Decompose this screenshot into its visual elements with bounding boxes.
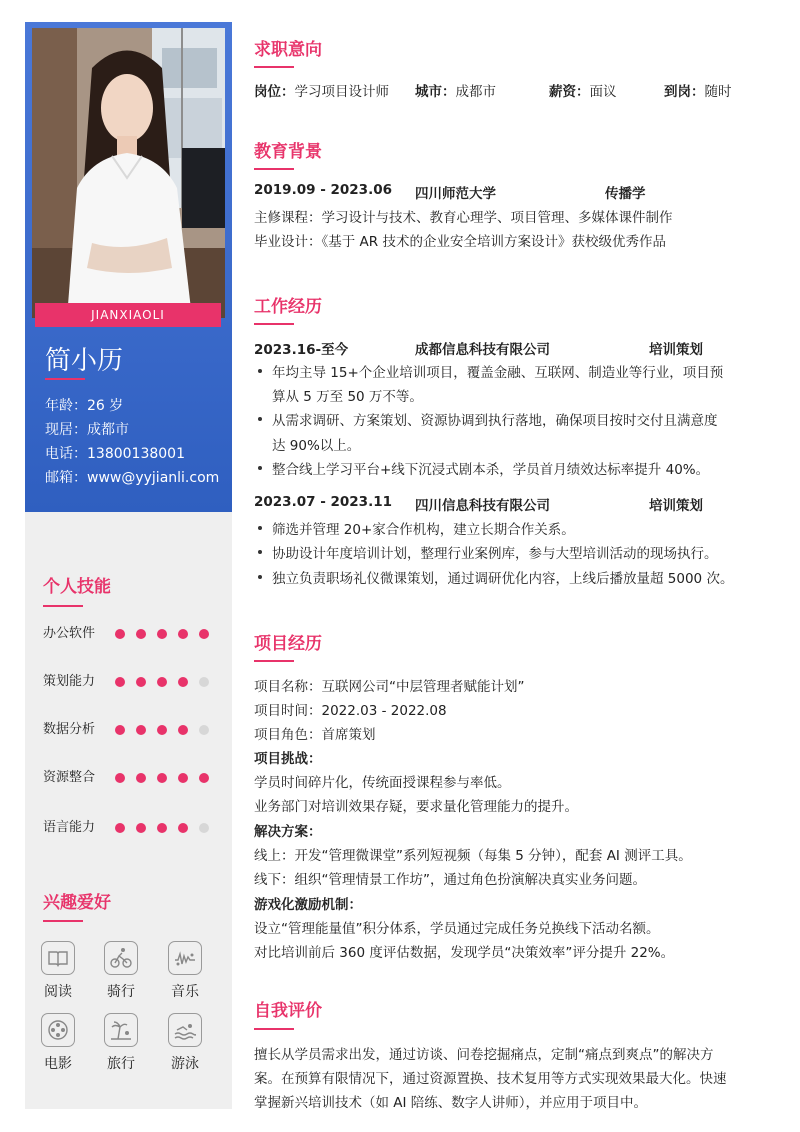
project-challenge-title: 项目挑战： [254,751,322,767]
bullet-dot [258,575,262,579]
rating-dot-empty [199,823,209,833]
hobbies-title: 兴趣爱好 [43,893,111,913]
phone-text: 电话：13800138001 [45,446,185,462]
intent-arrival [664,80,732,100]
skill-name: 语言能力 [43,820,96,835]
rating-dot-filled [115,677,125,687]
skill-name: 数据分析 [43,722,96,737]
rating-dot-filled [115,823,125,833]
hobby-label: 阅读 [44,984,72,1000]
self-text: 擅长从学员需求出发，通过访谈、问卷挖掘痛点，定制“痛点到爽点”的解决方 [254,1047,714,1063]
hobby-music [160,941,210,1001]
rating-dot-filled [178,677,188,687]
arrival-value: 随时 [704,84,732,100]
project-challenge: 学员时间碎片化，传统面授课程参与率低。 [254,775,511,791]
intent-title: 求职意向 [254,40,322,60]
bullet-dot [258,526,262,530]
education-school: 四川师范大学 [415,186,496,202]
position-label: 岗位： [254,84,295,100]
email-text: 邮箱：www@yyjianli.com [45,470,220,486]
rating-dot-filled [178,725,188,735]
film-reel-icon [41,1013,75,1047]
skill-name: 办公软件 [43,626,96,641]
name-divider [45,378,85,380]
skill-row [43,818,223,838]
project-solution-title: 解决方案： [254,824,322,840]
project-gamify: 设立“管理能量值”积分体系，学员通过完成任务兑换线下活动名额。 [254,921,660,937]
hobby-label: 音乐 [171,984,199,1000]
bullet-dot [258,369,262,373]
self-text: 掌握新兴培训技术（如 AI 陪练、数字人讲师），并应用于项目中。 [254,1095,648,1111]
skill-row [43,624,223,644]
education-courses: 主修课程：学习设计与技术、教育心理学、项目管理、多媒体课件制作 [254,210,673,226]
name-tag: JIANXIAOLI [35,303,221,327]
intent-row [254,80,389,100]
bullet-dot [258,417,262,421]
skill-name: 资源整合 [43,770,96,785]
hobby-reading [33,941,83,1001]
project-role: 项目角色：首席策划 [254,727,376,743]
rating-dot-empty [199,725,209,735]
skill-row [43,720,223,740]
hobby-label: 旅行 [107,1056,135,1072]
city-label: 城市： [415,84,456,100]
hobby-travel [96,1013,146,1073]
work-divider [254,323,294,325]
portrait-image [32,28,225,318]
project-title: 项目经历 [254,634,322,654]
rating-dot-filled [178,629,188,639]
rating-dot-filled [199,629,209,639]
hobby-label: 骑行 [107,984,135,1000]
rating-dot-filled [157,823,167,833]
education-title: 教育背景 [254,142,322,162]
hobby-cycling [96,941,146,1001]
profile-photo [32,28,225,318]
rating-dot-filled [136,823,146,833]
bullet-dot [258,466,262,470]
job-duty: 年均主导 15+个企业培训项目，覆盖金融、互联网、制造业等行业，项目预 [272,365,724,381]
rating-dot-empty [199,677,209,687]
self-title: 自我评价 [254,1001,322,1021]
job-duty-cont: 算从 5 万至 50 万不等。 [272,389,423,405]
cycling-icon [104,941,138,975]
skill-row [43,672,223,692]
education-period: 2019.09 - 2023.06 [254,182,392,198]
skill-name: 策划能力 [43,674,96,689]
rating-dot-filled [157,677,167,687]
rating-dot-filled [178,823,188,833]
project-challenge: 业务部门对培训效果存疑，要求量化管理能力的提升。 [254,799,578,815]
profile-panel [25,22,232,512]
job-duty: 独立负责职场礼仪微课策划，通过调研优化内容，上线后播放量超 5000 次。 [272,571,734,587]
music-icon [168,941,202,975]
rating-dot-filled [157,725,167,735]
rating-dot-filled [178,773,188,783]
job-period: 2023.07 - 2023.11 [254,494,392,510]
rating-dot-filled [115,773,125,783]
swimming-icon [168,1013,202,1047]
project-time: 项目时间：2022.03 - 2022.08 [254,703,447,719]
contact-info [45,394,219,490]
education-major: 传播学 [605,186,646,202]
salary-label: 薪资： [549,84,590,100]
rating-dot-filled [115,629,125,639]
job-duty: 协助设计年度培训计划，整理行业案例库，参与大型培训活动的现场执行。 [272,546,718,562]
rating-dot-filled [115,725,125,735]
project-gamify: 对比培训前后 360 度评估数据，发现学员“决策效率”评分提升 22%。 [254,945,675,961]
hobbies-divider [43,920,83,922]
salary-value: 面议 [589,84,617,100]
job-duty: 从需求调研、方案策划、资源协调到执行落地，确保项目按时交付且满意度 [272,413,718,429]
self-divider [254,1028,294,1030]
intent-city [415,80,496,100]
project-gamify-title: 游戏化激励机制： [254,897,362,913]
city-value: 成都市 [455,84,496,100]
book-icon [41,941,75,975]
travel-icon [104,1013,138,1047]
rating-dot-filled [136,773,146,783]
project-name: 项目名称：互联网公司“中层管理者赋能计划” [254,679,525,695]
rating-dot-filled [136,677,146,687]
rating-dot-filled [157,629,167,639]
rating-dot-filled [136,629,146,639]
job-duty-cont: 达 90%以上。 [272,438,361,454]
residence-text: 现居：成都市 [45,422,129,438]
age-text: 年龄：26 岁 [45,398,124,414]
job-period: 2023.16-至今 [254,342,349,358]
hobby-movies [33,1013,83,1073]
project-divider [254,660,294,662]
education-thesis: 毕业设计：《基于 AR 技术的企业安全培训方案设计》获校级优秀作品 [254,234,666,250]
intent-salary [549,80,617,100]
skill-row [43,768,223,788]
project-solution: 线上：开发“管理微课堂”系列短视频（每集 5 分钟），配套 AI 测评工具。 [254,848,692,864]
sidebar [25,22,232,1109]
skills-title: 个人技能 [43,577,111,597]
intent-divider [254,66,294,68]
position-value: 学习项目设计师 [294,84,389,100]
self-text: 案。在预算有限情况下，通过资源置换、技术复用等方式实现效果最大化。快速 [254,1071,727,1087]
work-title: 工作经历 [254,297,322,317]
project-solution: 线下：组织“管理情景工作坊”，通过角色扮演解决真实业务问题。 [254,872,646,888]
hobby-label: 游泳 [171,1056,199,1072]
job-role: 培训策划 [649,498,703,514]
rating-dot-filled [157,773,167,783]
job-company: 成都信息科技有限公司 [415,342,550,358]
rating-dot-filled [136,725,146,735]
skills-divider [43,605,83,607]
candidate-name: 简小历 [45,346,124,376]
job-duty: 整合线上学习平台+线下沉浸式剧本杀，学员首月绩效达标率提升 40%。 [272,462,710,478]
rating-dot-filled [199,773,209,783]
bullet-dot [258,550,262,554]
job-company: 四川信息科技有限公司 [415,498,550,514]
education-divider [254,168,294,170]
arrival-label: 到岗： [664,84,705,100]
job-duty: 筛选并管理 20+家合作机构，建立长期合作关系。 [272,522,575,538]
job-role: 培训策划 [649,342,703,358]
hobby-label: 电影 [44,1056,72,1072]
hobby-swimming [160,1013,210,1073]
